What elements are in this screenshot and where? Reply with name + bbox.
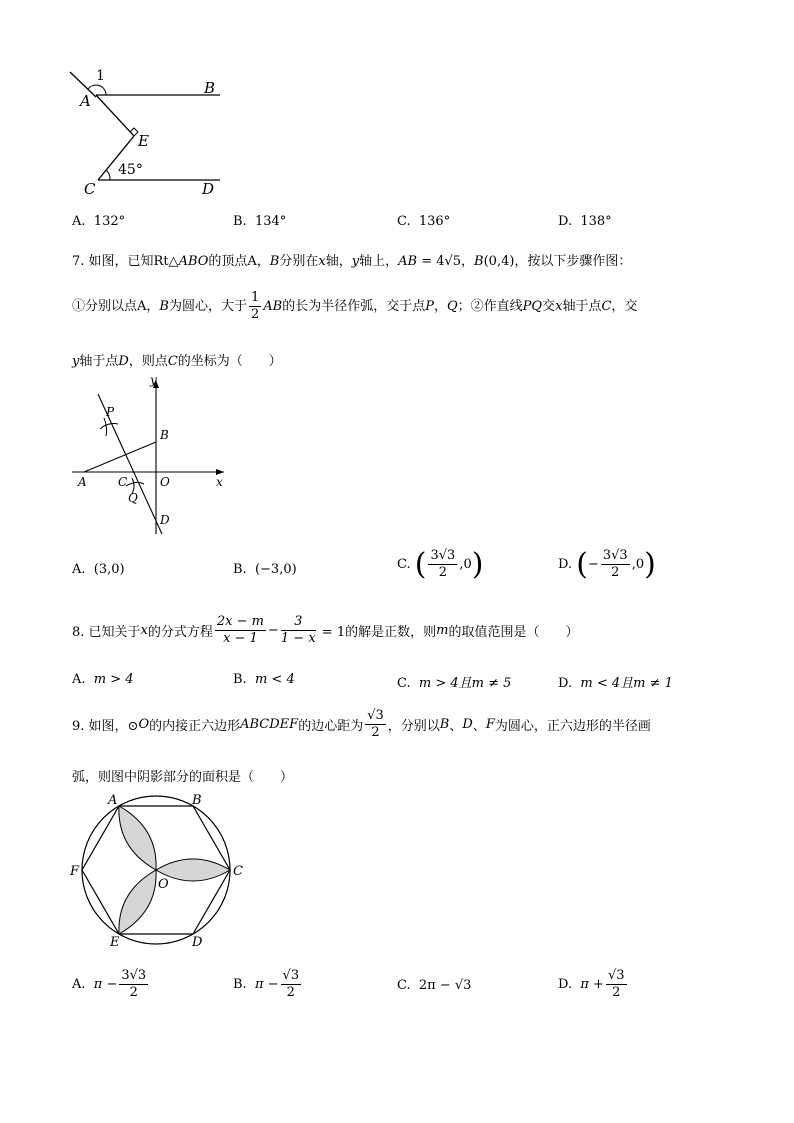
q9-line-2: 弧，则图中阴影部分的面积是（ ） bbox=[72, 770, 294, 785]
svg-text:A: A bbox=[78, 475, 87, 489]
svg-text:B: B bbox=[192, 793, 202, 808]
svg-text:F: F bbox=[70, 864, 80, 879]
q8-option-c[interactable]: C. m > 4且m ≠ 5 bbox=[397, 676, 512, 691]
q9-option-c[interactable]: C. 2π − √3 bbox=[397, 978, 472, 993]
q8-option-d[interactable]: D. m < 4且m ≠ 1 bbox=[558, 676, 673, 691]
q7-line-1: 7. 如图，已知Rt△ABO的顶点A，B分别在x轴，y轴上，AB = 4√5，B(0,4)，按以下步骤作图： bbox=[72, 254, 632, 269]
label-A: A bbox=[80, 92, 91, 110]
q8-option-b[interactable]: B. m < 4 bbox=[233, 672, 295, 687]
q9-option-b[interactable]: B. π − $\frac{√3}{2}$ bbox=[233, 968, 300, 1000]
q9-line-1: 9. 如图，⊙O的内接正六边形ABCDEF的边心距为 $\frac{√3}{2}$ ，分别以B、D、F为圆心，正六边形的半径画 bbox=[72, 708, 651, 740]
q6-option-c[interactable]: C. 136° bbox=[397, 214, 451, 229]
svg-text:P: P bbox=[106, 405, 115, 419]
svg-text:y: y bbox=[150, 374, 157, 387]
figure-q6 bbox=[60, 62, 230, 202]
q7-line-2: ①分别以点A，B为圆心，大于 $\frac{1}{2}$ AB的长为半径作弧，交于点P，Q；②作直线PQ交x轴于点C，交 bbox=[72, 290, 638, 322]
figure-q9 bbox=[66, 788, 250, 952]
svg-text:C: C bbox=[233, 864, 243, 879]
q6-option-b[interactable]: B. 134° bbox=[233, 214, 287, 229]
svg-text:B: B bbox=[160, 428, 169, 442]
q6-option-d[interactable]: D. 138° bbox=[558, 214, 612, 229]
svg-text:O: O bbox=[158, 877, 169, 892]
svg-text:Q: Q bbox=[128, 491, 138, 505]
figure-q7 bbox=[66, 374, 236, 540]
label-E: E bbox=[138, 132, 149, 150]
q7-option-c[interactable]: C. ( $\frac{3√3}{2}$ ,0) bbox=[397, 546, 484, 582]
svg-text:D: D bbox=[160, 513, 170, 527]
q9-option-d[interactable]: D. π + $\frac{√3}{2}$ bbox=[558, 968, 625, 1000]
label-B: B bbox=[204, 79, 216, 97]
q8-line: 8. 已知关于x的分式方程 $\frac{2x - m}{x - 1}$ − $\frac{3}{1 - x}$ = 1的解是正数，则m的取值范围是（ ） bbox=[72, 614, 579, 646]
label-D: D bbox=[202, 180, 215, 198]
svg-text:C: C bbox=[118, 475, 128, 489]
svg-text:x: x bbox=[216, 475, 223, 489]
q6-option-a[interactable]: A. 132° bbox=[72, 214, 126, 229]
svg-text:D: D bbox=[192, 935, 203, 950]
q7-option-a[interactable]: A. (3,0) bbox=[72, 562, 125, 577]
q7-line-3: y轴于点D，则点C的坐标为（ ） bbox=[72, 354, 282, 369]
svg-text:E: E bbox=[110, 935, 120, 950]
fraction-half: $\frac{1}{2}$ bbox=[250, 290, 260, 322]
q7-option-d[interactable]: D. (− $\frac{3√3}{2}$ ,0) bbox=[558, 546, 656, 582]
q8-option-a[interactable]: A. m > 4 bbox=[72, 672, 134, 687]
svg-text:O: O bbox=[160, 475, 170, 489]
q7-option-b[interactable]: B. (−3,0) bbox=[233, 562, 297, 577]
label-angle: 45° bbox=[118, 162, 143, 178]
label-C: C bbox=[84, 180, 96, 198]
label-1: 1 bbox=[96, 68, 105, 84]
svg-text:A: A bbox=[108, 793, 118, 808]
q9-option-a[interactable]: A. π − $\frac{3√3}{2}$ bbox=[72, 968, 147, 1000]
